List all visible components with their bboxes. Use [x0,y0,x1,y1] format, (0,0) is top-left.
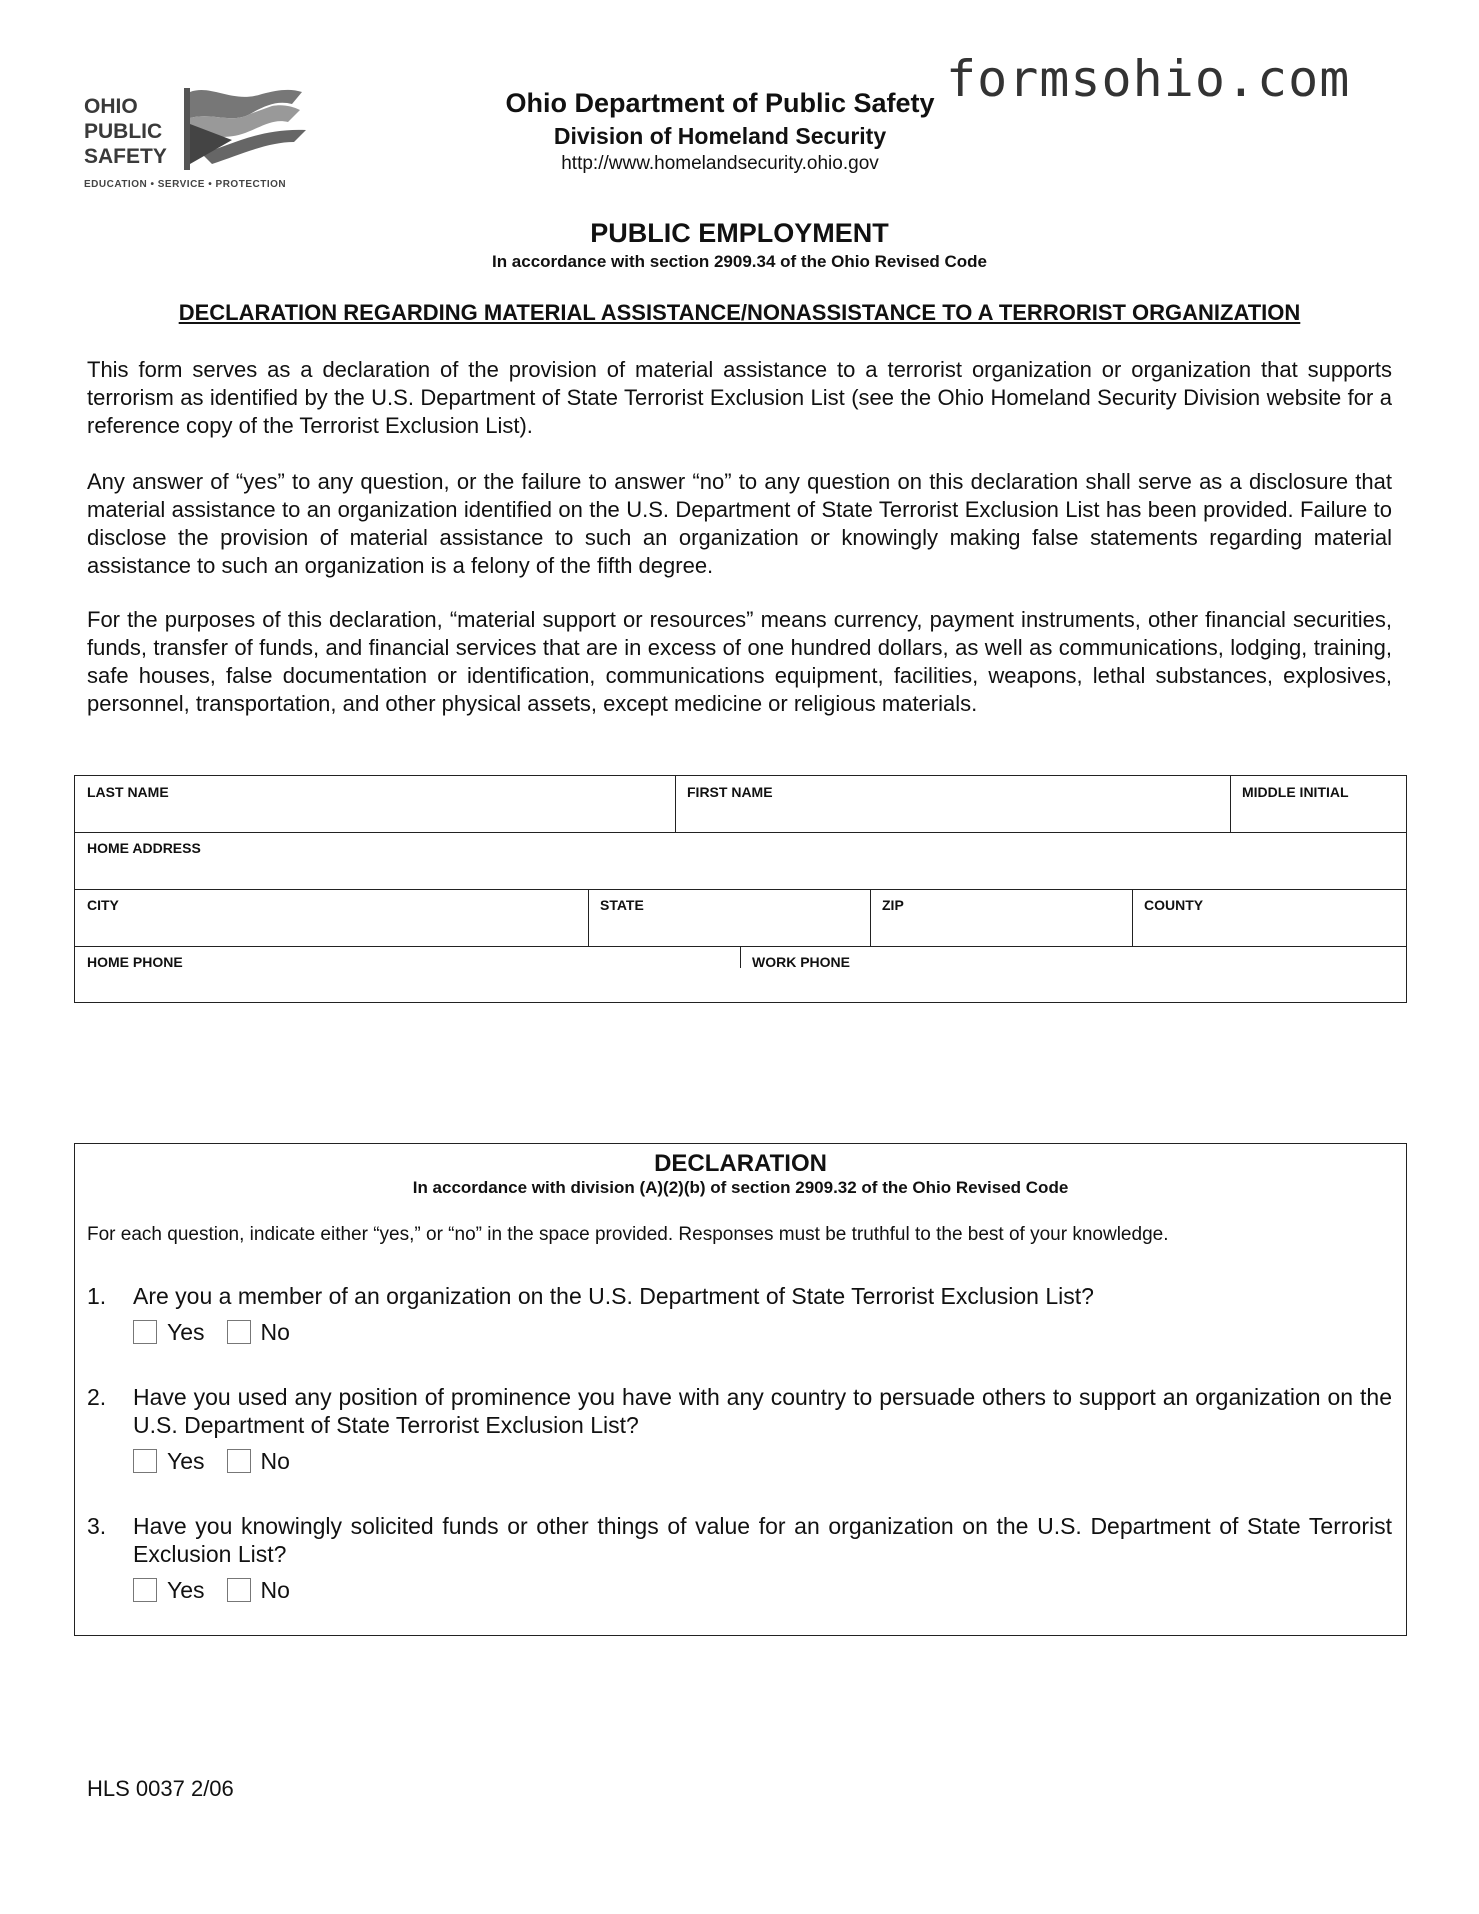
question-number: 2. [87,1384,107,1410]
zip-label: ZIP [882,897,904,913]
declaration-instructions: For each question, indicate either “yes,” or “no” in the space provided. Responses must be truthful to the best of your knowledge. [87,1224,1169,1245]
yes-label: Yes [167,1319,205,1345]
form-subtitle: In accordance with section 2909.34 of the Ohio Revised Code [491,252,988,271]
declaration-heading: DECLARATION REGARDING MATERIAL ASSISTANCE/NONASSISTANCE TO A TERRORIST ORGANIZATION [178,300,1301,325]
middle-initial-label: MIDDLE INITIAL [1242,784,1349,800]
declaration-box [74,1143,1407,1636]
question-3 [87,1512,1392,1604]
home-phone-label: HOME PHONE [87,954,183,970]
question-1 [87,1282,1392,1346]
yes-label: Yes [167,1448,205,1474]
home-address-label: HOME ADDRESS [87,840,201,856]
logo-line1: OHIO [84,95,138,118]
question-number: 3. [87,1513,107,1539]
agency-name: Ohio Department of Public Safety [505,88,935,118]
ohio-public-safety-logo [84,84,314,194]
personal-info-grid [74,775,1407,1003]
question-text: Have you knowingly solicited funds or other things of value for an organization on the U.S. Department of State Terrorist Exclusion List? [133,1513,1392,1567]
paragraph-disclosure: Any answer of “yes” to any question, or the failure to answer “no” to any question on this declaration shall serve as a disclosure that material assistance to an organization identified on the U.S. Department of State Terrorist Exclusion List has been provided. Failure to disclose the provision of material assistance to such an organization or knowingly making false statements regarding material assistance to such an organization is a felony of the fifth degree. [87,469,1392,578]
declaration-subtitle: In accordance with division (A)(2)(b) of section 2909.32 of the Ohio Revised Code [412,1178,1069,1197]
work-phone-label: WORK PHONE [752,954,850,970]
paragraph-purpose: This form serves as a declaration of the provision of material assistance to a terrorist organization or organization that supports terrorism as identified by the U.S. Department of State Terrorist Exclusion List (see the Ohio Homeland Security Division website for a reference copy of the Terrorist Exclusion List). [87,357,1392,438]
home-phone-field[interactable] [75,946,740,1002]
agency-url: http://www.homelandsecurity.ohio.gov [561,153,879,174]
question-number: 1. [87,1283,107,1309]
watermark: formsohio.com [946,50,1351,108]
question-text: Are you a member of an organization on the U.S. Department of State Terrorist Exclusion List? [133,1283,1094,1309]
no-label: No [260,1448,290,1474]
question-text: Have you used any position of prominence you have with any country to persuade others to support an organization on the U.S. Department of State Terrorist Exclusion List? [133,1384,1392,1438]
first-name-field[interactable] [675,776,1230,832]
no-label: No [260,1577,290,1603]
first-name-label: FIRST NAME [687,784,773,800]
county-label: COUNTY [1144,897,1204,913]
yes-label: Yes [167,1577,205,1603]
work-phone-field[interactable] [740,946,1405,1002]
q3-yes-checkbox[interactable] [133,1578,157,1602]
q2-no-checkbox[interactable] [227,1449,251,1473]
flag-emblem-icon [172,84,312,176]
form-number: HLS 0037 2/06 [87,1776,234,1801]
agency-division: Division of Homeland Security [553,123,887,149]
question-2 [87,1383,1392,1475]
form-title: PUBLIC EMPLOYMENT [590,218,889,248]
q1-yes-checkbox[interactable] [133,1320,157,1344]
state-field[interactable] [588,889,870,946]
last-name-label: LAST NAME [87,784,169,800]
paragraph-definition: For the purposes of this declaration, “material support or resources” means currency, payment instruments, other financial securities, funds, transfer of funds, and financial services that are in excess of one hundred dollars, as well as communications, lodging, training, safe houses, false documentation or identification, communications equipment, facilities, weapons, lethal substances, explosives, personnel, transportation, and other physical assets, except medicine or religious materials. [87,607,1392,716]
q1-no-checkbox[interactable] [227,1320,251,1344]
zip-field[interactable] [870,889,1132,946]
city-field[interactable] [75,889,588,946]
q3-no-checkbox[interactable] [227,1578,251,1602]
logo-line2: PUBLIC [84,120,163,143]
declaration-title: DECLARATION [654,1150,827,1177]
logo-tagline: EDUCATION • SERVICE • PROTECTION [84,179,287,190]
logo-line3: SAFETY [84,145,167,168]
middle-initial-field[interactable] [1230,776,1405,832]
home-address-field[interactable] [75,832,1405,889]
last-name-field[interactable] [75,776,675,832]
state-label: STATE [600,897,644,913]
city-label: CITY [87,897,119,913]
agency-header [440,88,1000,175]
q2-yes-checkbox[interactable] [133,1449,157,1473]
county-field[interactable] [1132,889,1405,946]
no-label: No [260,1319,290,1345]
